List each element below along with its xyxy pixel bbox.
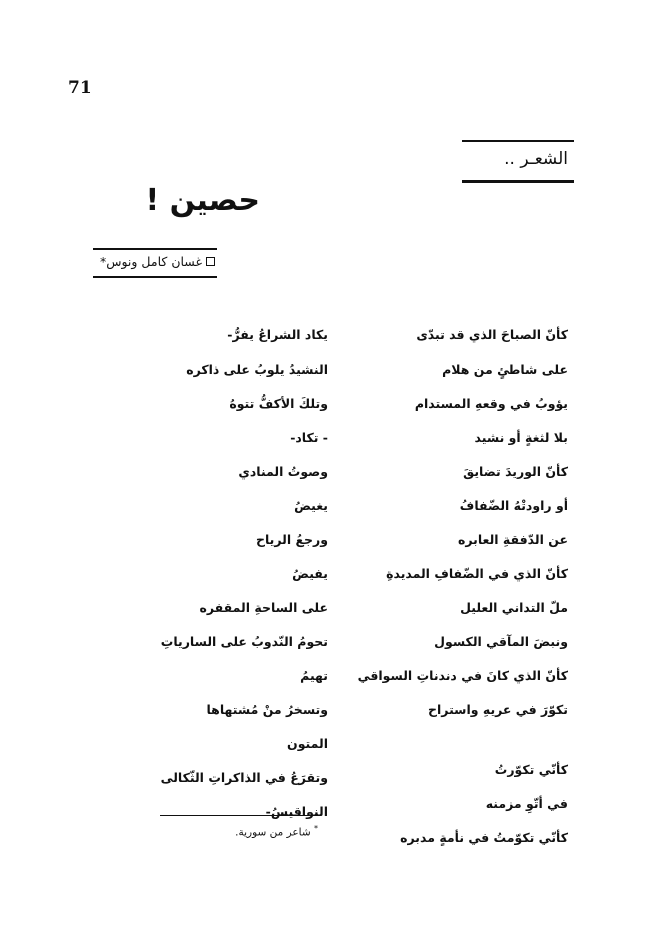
verse-line: وتسخرُ منْ مُشتهاها — [206, 702, 328, 717]
verse-line: - تكاد- — [290, 430, 328, 445]
verse-line: النشيدُ يلوبُ على ذاكره — [186, 362, 328, 377]
square-bullet-icon — [206, 257, 215, 266]
verse-line: في أتّوِ مزمنه — [485, 796, 568, 811]
footnote-text: شاعر من سورية. — [235, 826, 311, 839]
verse-line: المتون — [287, 736, 328, 751]
author-name: غسان كامل ونوس* — [99, 254, 202, 269]
author-box — [93, 248, 217, 278]
page-number: 71 — [68, 78, 92, 98]
section-label: الشعـر .. — [504, 149, 568, 169]
verse-line: يغيضُ — [294, 498, 328, 513]
verse-line: على شاطئٍ من هلام — [442, 362, 568, 377]
verse-line: تكوّرَ في عريهِ واستراح — [428, 702, 568, 717]
verse-line: كأنّ الذي كانَ في دندناتِ السواقي — [357, 668, 568, 683]
verse-line: يؤوبُ في وقعهِ المستدام — [414, 396, 568, 411]
verse-line: كأنّي تكوّمتُ في نأمةٍ مدبره — [400, 830, 568, 845]
verse-line: على الساحةِ المقفره — [199, 600, 328, 615]
verse-line: أو راودتْهُ الضّفافُ — [459, 498, 568, 513]
verse-line: كأنّي تكوّرتُ — [494, 762, 568, 777]
author-line — [100, 254, 215, 269]
verse-line: وتلكَ الأكفُّ تتوهُ — [229, 396, 328, 411]
verse-line: ونبضَ المآقي الكسول — [434, 634, 568, 649]
verse-line: النواقيسُ- — [265, 804, 328, 819]
verse-line: يفيضُ — [292, 566, 328, 581]
verse-line: كأنّ الوريدَ تضايقَ — [463, 464, 568, 479]
poem-title: حصين ! — [145, 183, 260, 218]
verse-line: وتقرَعُ في الذاكراتِ الثّكالى — [160, 770, 328, 785]
verse-line: ملّ التداني العليل — [460, 600, 568, 615]
section-header — [462, 140, 574, 183]
verse-line: كأنّ الصباحَ الذي قد تبدّى — [416, 327, 568, 342]
verse-line: ورجعُ الرياح — [255, 532, 328, 547]
verse-line: وصوتُ المنادي — [238, 464, 328, 479]
verse-line: كأنّ الذي في الضّفافِ المديدةِ — [386, 566, 568, 581]
verse-line: بلا لثغةٍ أو نشيد — [474, 430, 568, 445]
footnote-rule — [160, 815, 318, 816]
verse-line: تهيمُ — [300, 668, 328, 683]
footnote — [235, 824, 318, 839]
verse-line: تحومُ النّدوبُ على السارياتِ — [160, 634, 328, 649]
footnote-marker: * — [314, 824, 318, 833]
verse-line: عن الدّفقةِ العابره — [457, 532, 568, 547]
verse-line: يكاد الشراعُ يفرُّ- — [227, 327, 328, 342]
